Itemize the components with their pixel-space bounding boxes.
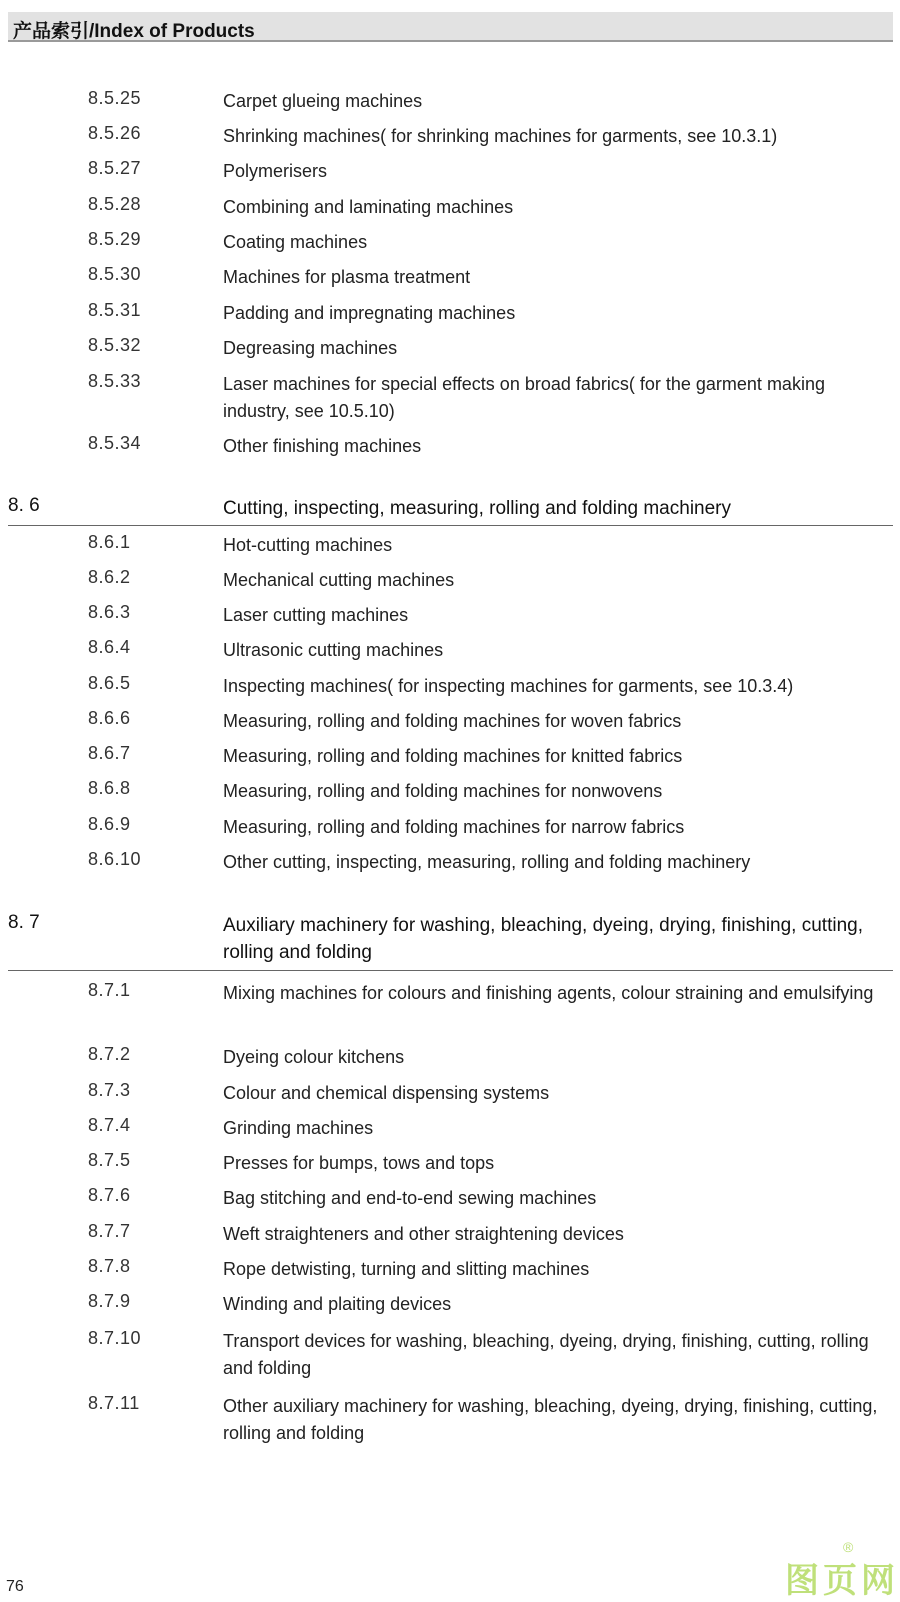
page-header-title: 产品索引/Index of Products [13,21,255,42]
item-text: Carpet glueing machines [223,91,423,111]
section-number: 8. 6 [8,495,40,516]
item-number: 8.6.4 [88,637,131,657]
item-text: Other cutting, inspecting, measuring, rolling and folding machinery [223,852,751,872]
item-number: 8.7.2 [88,1044,131,1064]
item-number: 8.5.25 [88,88,142,108]
item-number: 8.5.33 [88,371,142,391]
item-number: 8.6.5 [88,673,131,693]
item-text: Other auxiliary machinery for washing, bleaching, dyeing, drying, finishing, cutting, rolling and folding [223,1396,878,1443]
section-title: Auxiliary machinery for washing, bleaching, dyeing, drying, finishing, cutting, rolling and folding [223,915,863,963]
item-number: 8.7.10 [88,1328,142,1348]
item-text: Inspecting machines( for inspecting machines for garments, see 10.3.4) [223,676,794,696]
item-number: 8.6.9 [88,814,131,834]
item-number: 8.6.3 [88,602,131,622]
item-text: Mixing machines for colours and finishing agents, colour straining and emulsifying [223,983,874,1003]
item-number: 8.7.5 [88,1150,131,1170]
item-text: Transport devices for washing, bleaching, dyeing, drying, finishing, cutting, rolling and folding [223,1331,869,1378]
watermark-text: 图页网 [785,1562,899,1600]
item-number: 8.5.27 [88,158,142,178]
item-text: Coating machines [223,232,368,252]
item-number: 8.7.11 [88,1393,140,1413]
item-text: Other finishing machines [223,436,422,456]
section-divider [8,525,893,526]
item-number: 8.5.32 [88,335,142,355]
item-number: 8.5.34 [88,433,142,453]
item-number: 8.7.7 [88,1221,131,1241]
item-number: 8.5.31 [88,300,142,320]
item-number: 8.5.29 [88,229,142,249]
item-text: Polymerisers [223,161,328,181]
item-number: 8.6.2 [88,567,131,587]
item-number: 8.6.6 [88,708,131,728]
item-text: Presses for bumps, tows and tops [223,1153,495,1173]
section-number: 8. 7 [8,912,40,933]
item-number: 8.5.26 [88,123,142,143]
item-text: Dyeing colour kitchens [223,1047,405,1067]
item-number: 8.7.1 [88,980,131,1000]
watermark-logo [785,1539,899,1600]
item-text: Ultrasonic cutting machines [223,640,444,660]
item-text: Hot-cutting machines [223,535,393,555]
item-text: Grinding machines [223,1118,374,1138]
section-divider [8,970,893,971]
item-number: 8.6.8 [88,778,131,798]
item-text: Laser machines for special effects on broad fabrics( for the garment making industry, see 10.5.10) [223,374,825,421]
section-title: Cutting, inspecting, measuring, rolling and folding machinery [223,498,731,519]
item-text: Winding and plaiting devices [223,1294,452,1314]
item-number: 8.7.4 [88,1115,131,1135]
page-header [8,12,893,42]
item-text: Measuring, rolling and folding machines for woven fabrics [223,711,682,731]
item-number: 8.5.28 [88,194,142,214]
item-text: Measuring, rolling and folding machines for narrow fabrics [223,817,685,837]
item-text: Mechanical cutting machines [223,570,455,590]
item-number: 8.6.10 [88,849,142,869]
item-number: 8.5.30 [88,264,142,284]
item-text: Degreasing machines [223,338,398,358]
item-text: Weft straighteners and other straightening devices [223,1224,624,1244]
page-number: 76 [6,1578,24,1595]
item-number: 8.7.8 [88,1256,131,1276]
item-number: 8.6.7 [88,743,131,763]
item-text: Machines for plasma treatment [223,267,471,287]
item-text: Combining and laminating machines [223,197,514,217]
item-number: 8.7.3 [88,1080,131,1100]
item-text: Rope detwisting, turning and slitting machines [223,1259,590,1279]
item-text: Shrinking machines( for shrinking machines for garments, see 10.3.1) [223,126,778,146]
item-number: 8.7.6 [88,1185,131,1205]
item-text: Measuring, rolling and folding machines for nonwovens [223,781,663,801]
item-text: Laser cutting machines [223,605,409,625]
item-text: Measuring, rolling and folding machines for knitted fabrics [223,746,683,766]
item-number: 8.7.9 [88,1291,131,1311]
item-text: Colour and chemical dispensing systems [223,1083,550,1103]
registered-mark: ® [843,1539,854,1555]
item-text: Bag stitching and end-to-end sewing machines [223,1188,597,1208]
item-number: 8.6.1 [88,532,131,552]
item-text: Padding and impregnating machines [223,303,516,323]
